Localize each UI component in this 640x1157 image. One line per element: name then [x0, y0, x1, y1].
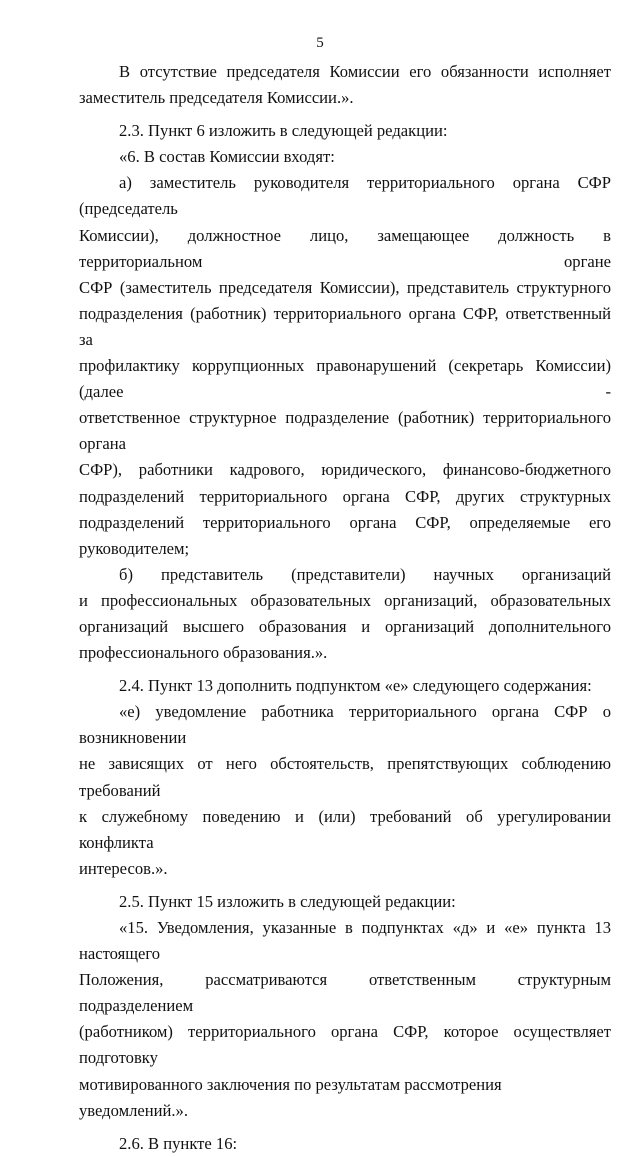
text-line: к служебному поведению и (или) требований об урегулировании конфликта — [79, 806, 611, 852]
text-line: (работником) территориального органа СФР, которое осуществляет подготовку — [79, 1022, 611, 1068]
text-line: «15. Уведомления, указанные в подпунктах «д» и «е» пункта 13 настоящего — [79, 918, 611, 964]
text-line: ответственное структурное подразделение (работник) территориального органа — [79, 408, 611, 454]
text-line: организаций высшего образования и организаций дополнительного — [79, 616, 611, 636]
text-line: «6. В состав Комиссии входят: — [119, 147, 335, 167]
document-body — [79, 59, 611, 1157]
text-line: Положения, рассматриваются ответственным структурным подразделением — [79, 970, 611, 1016]
text-line: «е) уведомление работника территориального органа СФР о возникновении — [79, 702, 611, 748]
text-line: интересов.». — [79, 858, 168, 878]
text-line: а) заместитель руководителя территориального органа СФР (председатель — [79, 173, 611, 219]
text-line: б) представитель (представители) научных организаций — [119, 564, 611, 584]
text-line: СФР), работники кадрового, юридического, финансово-бюджетного — [79, 460, 611, 480]
text-line: профессионального образования.». — [79, 643, 328, 663]
text-line: профилактику коррупционных правонарушений (секретарь Комиссии) (далее - — [79, 356, 611, 402]
text-line: 2.3. Пункт 6 изложить в следующей редакции: — [119, 121, 448, 141]
text-line: 2.6. В пункте 16: — [119, 1133, 238, 1153]
text-line: Комиссии), должностное лицо, замещающее должность в территориальном органе — [79, 225, 611, 271]
text-line: мотивированного заключения по результатам рассмотрения уведомлений.». — [79, 1074, 502, 1120]
text-line: СФР (заместитель председателя Комиссии), представитель структурного — [79, 277, 611, 297]
text-line: подразделений территориального органа СФР, других структурных — [79, 486, 611, 506]
text-line: 2.4. Пункт 13 дополнить подпунктом «е» следующего содержания: — [119, 676, 592, 696]
text-line: 2.5. Пункт 15 изложить в следующей редакции: — [119, 891, 456, 911]
page-number: 5 — [316, 35, 324, 51]
text-line: и профессиональных образовательных организаций, образовательных — [79, 590, 611, 610]
text-line: не зависящих от него обстоятельств, препятствующих соблюдению требований — [79, 754, 611, 800]
text-line: подразделения (работник) территориального органа СФР, ответственный за — [79, 303, 611, 349]
text-line: В отсутствие председателя Комиссии его обязанности исполняет — [119, 62, 611, 81]
text-line: подразделений территориального органа СФР, определяемые его руководителем; — [79, 512, 611, 558]
text-line: заместитель председателя Комиссии.». — [79, 88, 354, 108]
